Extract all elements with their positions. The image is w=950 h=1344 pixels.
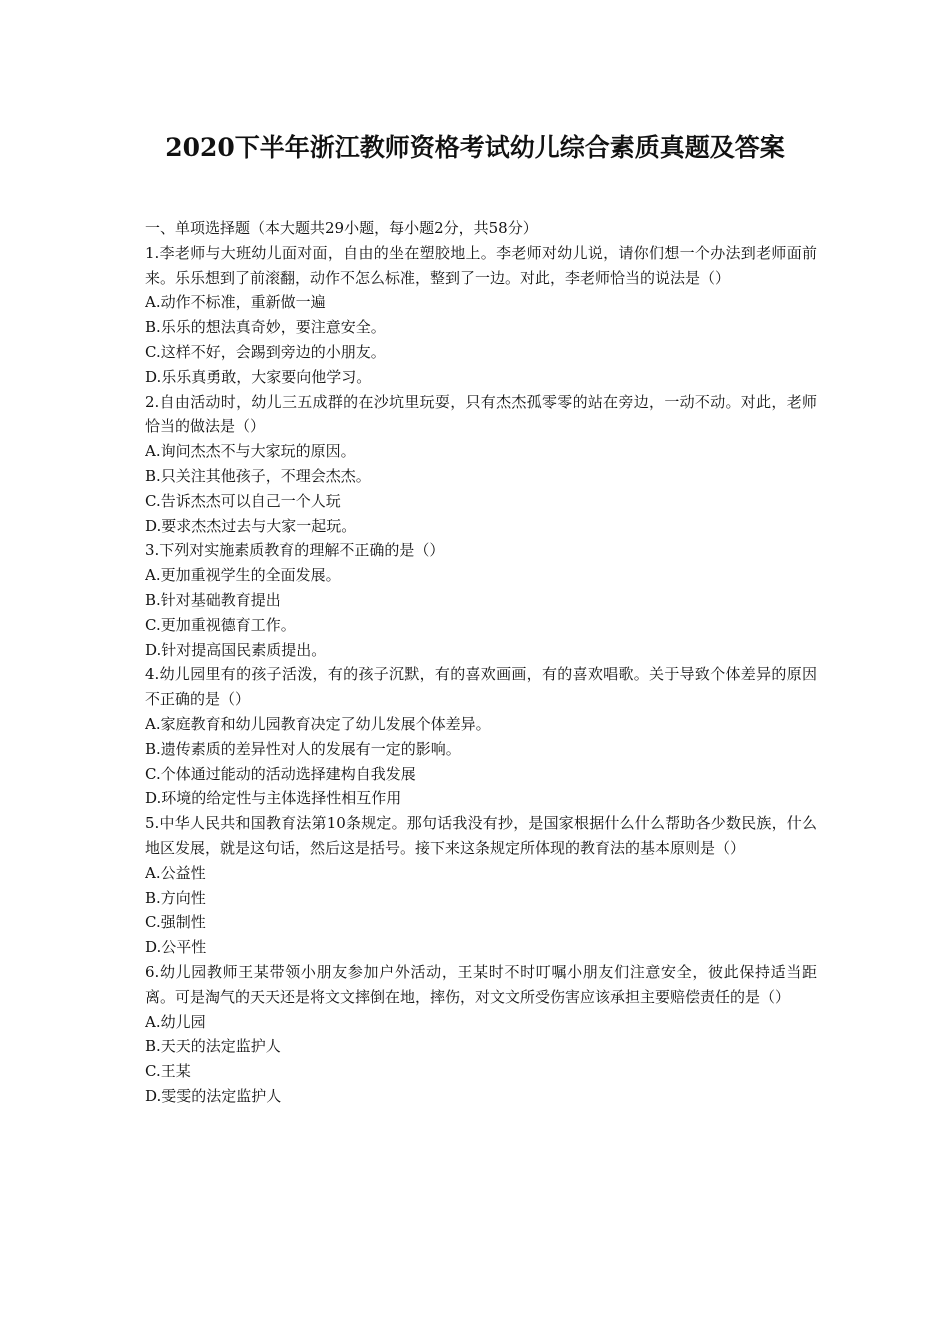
option-d: D.针对提高国民素质提出。 — [145, 640, 327, 659]
option-b: B.乐乐的想法真奇妙，要注意安全。 — [145, 318, 386, 337]
option-d: D.雯雯的法定监护人 — [145, 1086, 282, 1105]
section-heading: 一、单项选择题（本大题共29小题，每小题2分，共58分） — [145, 219, 538, 237]
option-a: A.家庭教育和幼儿园教育决定了幼儿发展个体差异。 — [145, 714, 491, 733]
question-block — [145, 390, 817, 539]
question-block — [145, 662, 817, 811]
option-d: D.环境的给定性与主体选择性相互作用 — [145, 789, 402, 808]
option-a: A.动作不标准，重新做一遍 — [145, 293, 326, 312]
document-body — [145, 216, 817, 1109]
option-d: D.公平性 — [145, 938, 207, 957]
option-a: A.幼儿园 — [145, 1012, 206, 1031]
option-b: B.只关注其他孩子，不理会杰杰。 — [145, 466, 371, 485]
option-b: B.遗传素质的差异性对人的发展有一定的影响。 — [145, 739, 461, 758]
question-block — [145, 811, 817, 960]
option-b: B.针对基础教育提出 — [145, 590, 281, 609]
option-b: B.方向性 — [145, 888, 206, 907]
question-stem: 5.中华人民共和国教育法第10条规定。那句话我没有抄，是国家根据什么什么帮助各少数民族，什么地区发展，就是这句话，然后这是括号。接下来这条规定所体现的教育法的基本原则是（） — [145, 814, 817, 857]
option-c: C.这样不好，会踢到旁边的小朋友。 — [145, 342, 386, 361]
question-block — [145, 960, 817, 1109]
option-c: C.王某 — [145, 1062, 191, 1081]
question-stem: 4.幼儿园里有的孩子活泼，有的孩子沉默，有的喜欢画画，有的喜欢唱歌。关于导致个体差异的原因不正确的是（） — [145, 665, 817, 709]
page-title: 2020下半年浙江教师资格考试幼儿综合素质真题及答案 — [165, 133, 785, 162]
option-b: B.天天的法定监护人 — [145, 1037, 281, 1056]
option-c: C.告诉杰杰可以自己一个人玩 — [145, 491, 341, 510]
option-d: D.乐乐真勇敢，大家要向他学习。 — [145, 367, 372, 386]
option-a: A.更加重视学生的全面发展。 — [145, 566, 341, 585]
option-c: C.个体通过能动的活动选择建构自我发展 — [145, 764, 416, 783]
question-stem: 1.李老师与大班幼儿面对面，自由的坐在塑胶地上。李老师对幼儿说，请你们想一个办法到老师面前来。乐乐想到了前滚翻，动作不怎么标准，整到了一边。对此，李老师恰当的说法是（） — [145, 243, 817, 287]
option-a: A.询问杰杰不与大家玩的原因。 — [145, 442, 356, 461]
question-stem: 2.自由活动时，幼儿三五成群的在沙坑里玩耍，只有杰杰孤零零的站在旁边，一动不动。对此，老师恰当的做法是（） — [145, 392, 817, 436]
question-stem: 6.幼儿园教师王某带领小朋友参加户外活动，王某时不时叮嘱小朋友们注意安全，彼此保持适当距离。可是淘气的天天还是将文文摔倒在地，摔伤，对文文所受伤害应该承担主要赔偿责任的是（） — [145, 962, 817, 1006]
option-c: C.强制性 — [145, 913, 206, 932]
question-block — [145, 538, 817, 662]
question-stem: 3.下列对实施素质教育的理解不正确的是（） — [145, 541, 445, 560]
option-a: A.公益性 — [145, 863, 206, 882]
option-d: D.要求杰杰过去与大家一起玩。 — [145, 516, 357, 535]
question-block — [145, 241, 817, 390]
option-c: C.更加重视德育工作。 — [145, 615, 296, 634]
